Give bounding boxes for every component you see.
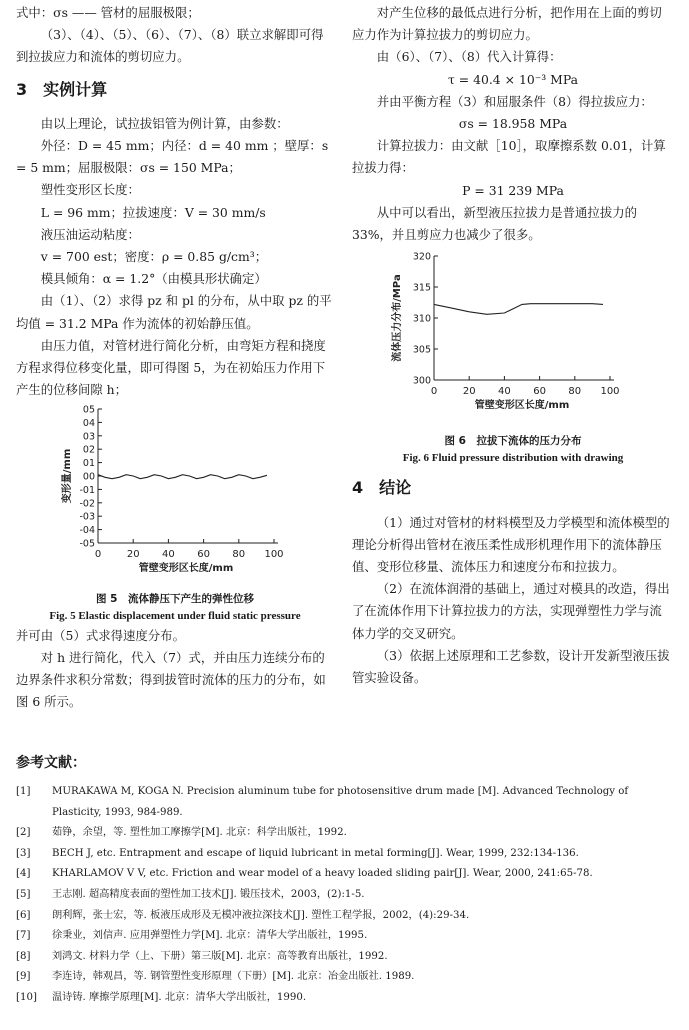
reference-item [16,967,676,988]
reference-text: MURAKAWA M, KOGA N. Precision aluminum tube for photosensitive drum made [M]. Advanced Technology of Plasticity, 1993, 984-989. [52,786,629,818]
reference-number: [8] [16,950,31,962]
reference-text: 温诗铸. 摩擦学原理[M]. 北京：清华大学出版社，1990. [52,991,307,1003]
left-p11: 由压力值，对管材进行简化分析，由弯矩方程和挠度方程求得位移变化量，即可得图 5，为在初始压力作用下产生的位移间隙 h； [16,337,326,398]
reference-number: [7] [16,930,31,942]
section-3-heading [16,79,334,101]
x-tick-label: 80 [232,549,246,561]
right-p3: 并由平衡方程（3）和屈服条件（8）得拉拔应力： [376,93,653,109]
y-tick-label: 03 [82,431,95,443]
left-p4: 外径：D = 45 mm；内径：d = 40 mm ；壁厚：s = 5 mm；屈服极限：σs = 150 MPa； [16,138,329,176]
left-p3: 由以上理论，试拉拔铝管为例计算，由参数： [40,115,289,131]
right-p5: 从中可以看出，新型液压拉拔力是普通拉拔力的 33%，并且剪应力也减少了很多。 [352,204,637,243]
right-column [352,2,674,689]
x-tick-label: 0 [430,386,438,398]
y-tick-label: 05 [82,404,95,416]
reference-number: [1] [16,786,31,797]
reference-text: BECH J, etc. Entrapment and escape of liquid lubricant in metal forming[J]. Wear, 1999, 232:134-136. [52,847,579,859]
left-p6: L = 96 mm；拉拔速度：V = 30 mm/s [40,204,266,220]
reference-item [16,947,676,968]
reference-text: 朗利辉，张士宏，等. 板液压成形及无模冲液拉深技术[J]. 塑性工程学报，2002，(4):29-34. [52,909,470,921]
right-p8: （3）依据上述原理和工艺参数，设计开发新型液压拔管实验设备。 [352,647,670,686]
left-p7: 液压油运动粘度： [40,226,140,242]
figure-5 [16,401,334,624]
reference-number: [10] [16,991,37,1003]
x-tick-label: 0 [94,549,102,561]
reference-text: 徐秉业，刘信声. 应用弹塑性力学[M]. 北京：清华大学出版社，1995. [52,930,368,942]
section-3-number: 3 [16,79,28,99]
y-tick-label: -01 [79,485,95,497]
x-axis-label: 管壁变形区长度/mm [474,400,570,412]
y-tick-label: -05 [79,538,95,550]
reference-item [16,988,676,1009]
right-p7: （2）在流体润滑的基础上，通过对模具的改造，得出了在流体作用下计算拉拔力的方法，实现弹塑性力学与流体力学的交叉研究。 [352,581,670,641]
reference-item [16,864,676,885]
left-p2: （3）、（4）、（5）、（6）、（7）、（8）联立求解即可得到拉拔应力和流体的剪切应力。 [16,27,324,65]
reference-text: 茹铮，余望，等. 塑性加工摩擦学[M]. 北京：科学出版社，1992. [52,827,347,839]
figure-6-chart [352,246,674,426]
y-axis-label: 流体压力分布/MPa [392,274,403,362]
y-tick-label: 305 [412,344,431,356]
reference-number: [6] [16,909,31,921]
reference-text: 刘鸿文. 材料力学（上、下册）第三版[M]. 北京：高等教育出版社，1992. [52,950,388,962]
left-p13: 对 h 进行简化，代入（7）式，并由压力连续分布的边界条件求积分常数；得到拔管时流体的压力的分布，如图 6 所示。 [16,649,326,710]
x-tick-label: 60 [197,549,210,561]
equation-drawing-force: P = 31 239 MPa [462,182,564,198]
left-p10: 由（1）、（2）求得 pz 和 pl 的分布，从中取 pz 的平均值 = 31.2 MPa 作为流体的初始静压值。 [16,293,332,331]
y-tick-label: 300 [412,375,431,387]
left-p5: 塑性变形区长度： [40,182,140,198]
y-axis-label: 变形量/mm [62,449,73,504]
reference-number: [9] [16,971,31,983]
right-p6: （1）通过对管材的材料模型及力学模型和流体模型的理论分析得出管材在液压柔性成形机理作用下的流体静压值、变形位移量、流体压力和速度分布和拉拔力。 [352,514,670,575]
x-tick-label: 80 [568,386,582,398]
figure-6 [352,246,674,467]
y-tick-label: -04 [79,525,95,537]
series-line [98,475,267,479]
figure-5-caption-cn: 图 5 流体静压下产生的弹性位移 [96,592,254,605]
y-tick-label: 315 [412,282,431,294]
x-tick-label: 40 [498,386,511,398]
section-4-heading [352,477,674,499]
y-tick-label: -02 [79,498,95,510]
reference-text: 李连诗，韩观昌，等. 钢管塑性变形原理（下册）[M]. 北京：冶金出版社. 1989. [52,971,415,983]
x-tick-label: 40 [162,549,175,561]
references [16,752,676,1009]
reference-number: [4] [16,868,31,880]
section-3-title: 实例计算 [43,79,108,99]
section-4-number: 4 [352,478,364,498]
equation-shear-stress: τ = 40.4 × 10⁻³ MPa [447,71,579,87]
reference-item [16,823,676,844]
right-p2: 由（6）、（7）、（8）代入计算得： [376,49,562,65]
section-4-title: 结论 [379,478,412,498]
left-p8: v = 700 est；密度：ρ = 0.85 g/cm³； [40,249,268,265]
reference-text: KHARLAMOV V V, etc. Friction and wear model of a heavy loaded sliding pair[J]. Wear, 2000, 241:65-78. [52,868,593,880]
series-line [434,304,603,315]
reference-list [16,782,676,1009]
x-tick-label: 20 [462,386,476,398]
figure-6-caption-en: Fig. 6 Fluid pressure distribution with drawing [402,452,624,465]
x-tick-label: 60 [533,386,546,398]
reference-number: [2] [16,827,31,839]
y-tick-label: 02 [82,445,95,457]
y-tick-label: -03 [79,512,95,524]
equation-drawing-stress: σs = 18.958 MPa [458,116,568,132]
figure-5-chart [16,401,334,583]
left-p9: 模具倾角：α = 1.2°（由模具形状确定） [40,271,267,287]
reference-item [16,906,676,927]
left-p12: 并可由（5）式求得速度分布。 [16,627,185,643]
y-tick-label: 04 [82,418,95,430]
x-axis-label: 管壁变形区长度/mm [138,563,234,575]
reference-item [16,926,676,947]
reference-number: [5] [16,888,31,900]
x-tick-label: 100 [600,386,620,398]
right-p4: 计算拉拔力：由文献［10］，取摩擦系数 0.01，计算拉拔力得： [352,138,666,176]
x-tick-label: 20 [126,549,140,561]
figure-5-caption-en: Fig. 5 Elastic displacement under fluid static pressure [49,609,301,622]
y-tick-label: 01 [82,458,95,470]
reference-number: [3] [16,847,31,859]
left-column [16,2,334,713]
reference-item [16,844,676,865]
reference-item [16,782,676,823]
right-p1: 对产生位移的最低点进行分析，把作用在上面的剪切应力作为计算拉拔力的剪切应力。 [352,5,662,43]
figure-6-caption-cn: 图 6 拉拔下流体的压力分布 [444,435,582,448]
y-tick-label: 320 [412,251,431,263]
reference-item [16,885,676,906]
x-tick-label: 100 [264,549,284,561]
left-p1: 式中：σs —— 管材的屈服极限； [16,5,200,20]
y-tick-label: 00 [82,471,95,483]
references-title: 参考文献： [16,755,86,771]
y-tick-label: 310 [412,313,431,325]
reference-text: 王志刚. 超高精度表面的塑性加工技术[J]. 锻压技术，2003，(2):1-5. [52,888,365,900]
